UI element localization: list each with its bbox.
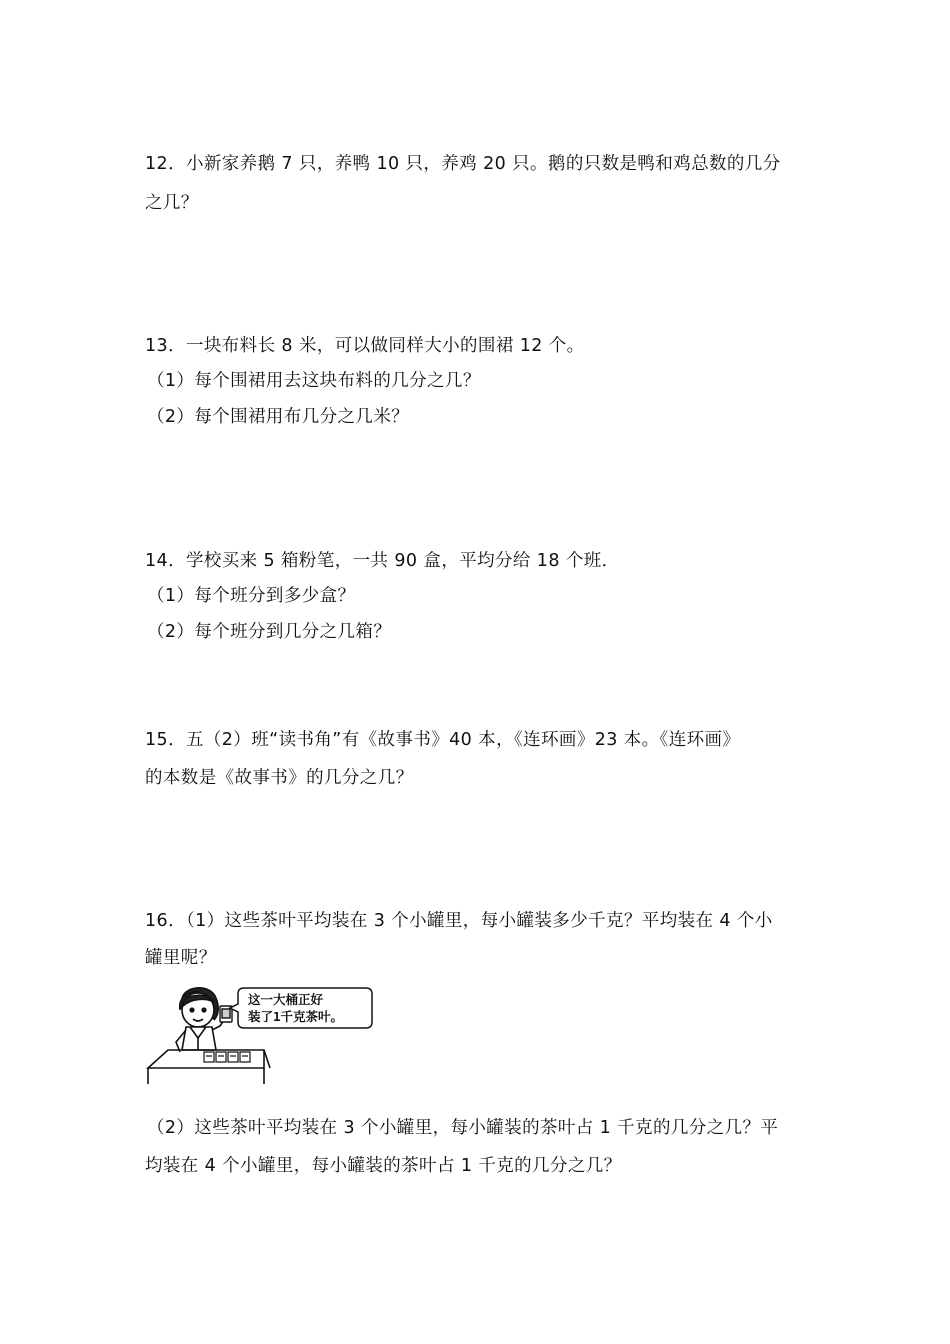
q16-part-2-line-2: 均装在 4 个小罐里，每小罐装的茶叶占 1 千克的几分之几？ [145,1156,622,1176]
q16-part-1-line-2: 罐里呢？ [145,948,217,968]
q15-line-1: 15．五（2）班“读书角”有《故事书》40 本，《连环画》23 本。《连环画》 [145,730,741,750]
q13-stem: 13．一块布料长 8 米，可以做同样大小的围裙 12 个。 [145,336,585,356]
q15-line-2: 的本数是《故事书》的几分之几？ [145,768,414,788]
girl-figure [176,988,224,1052]
q13-part-2: （2）每个围裙用布几分之几米？ [147,407,410,427]
speech-line-1: 这一大桶正好 [248,992,324,1007]
q14-stem: 14．学校买来 5 箱粉笔，一共 90 盒，平均分给 18 个班． [145,551,620,571]
q12-line-1: 12．小新家养鹅 7 只，养鸭 10 只，养鸡 20 只。鹅的只数是鸭和鸡总数的几分 [145,154,781,174]
q14-part-1: （1）每个班分到多少盒？ [147,586,356,606]
q16-part-2-line-1: （2）这些茶叶平均装在 3 个小罐里，每小罐装的茶叶占 1 千克的几分之几？平 [147,1118,779,1138]
q14-part-2: （2）每个班分到几分之几箱？ [147,622,392,642]
speech-line-2: 装了1千克茶叶。 [248,1009,344,1024]
tea-illustration [140,980,375,1086]
small-tea-cans-icon [204,1052,250,1062]
q12-line-2: 之几？ [145,193,199,213]
q16-part-1-line-1: 16．（1）这些茶叶平均装在 3 个小罐里，每小罐装多少千克？平均装在 4 个小 [145,911,773,931]
q13-part-1: （1）每个围裙用去这块布料的几分之几？ [147,371,481,391]
